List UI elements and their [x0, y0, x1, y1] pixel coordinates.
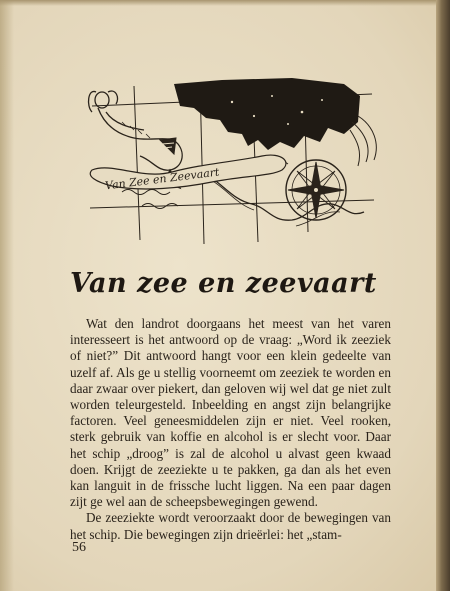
page-number: 56	[72, 540, 86, 555]
page-right-edge	[436, 0, 450, 591]
page-gutter-shadow	[0, 0, 14, 591]
page-top-edge	[0, 0, 450, 6]
fishing-basket-icon	[160, 138, 176, 154]
chapter-title: Van zee en zeevaart	[70, 268, 377, 299]
compass-rose-icon	[286, 160, 346, 220]
paragraph: De zeeziekte wordt veroorzaakt door de bewegingen van het schip. Die bewegingen zijn drieërlei: het „stam-	[70, 510, 391, 542]
body-text	[70, 316, 391, 543]
sea-creature-icon	[350, 116, 376, 166]
banner-text: Van Zee en Zeevaart	[104, 165, 221, 193]
map-illustration	[82, 72, 382, 250]
paragraph: Wat den landrot doorgaans het meest van het varen interesseert is het antwoord op de vraag: „Word ik zeeziek of niet?” Dit antwoord hangt voor een klein gedeelte van uzelf af. Als ge u stellig voorneemt om zeeziek te worden en daar zwaar over piekert, dan geloven wij wel dat ge niet zult worden teleurgesteld. Inbeelding en angst zijn belangrijke factoren. Veel geneesmiddelen zijn er niet. Veel rooken, sterk gebruik van koffie en alcohol is er slecht voor. Daar het schip „droog” is zal de alcohol u alvast geen kwaad doen. Krijgt de zeeziekte u te pakken, ga dan als het even kan languit in de frissche lucht liggen. Na een paar dagen zijt ge wel aan de scheepsbewegingen gewend.	[70, 316, 391, 510]
